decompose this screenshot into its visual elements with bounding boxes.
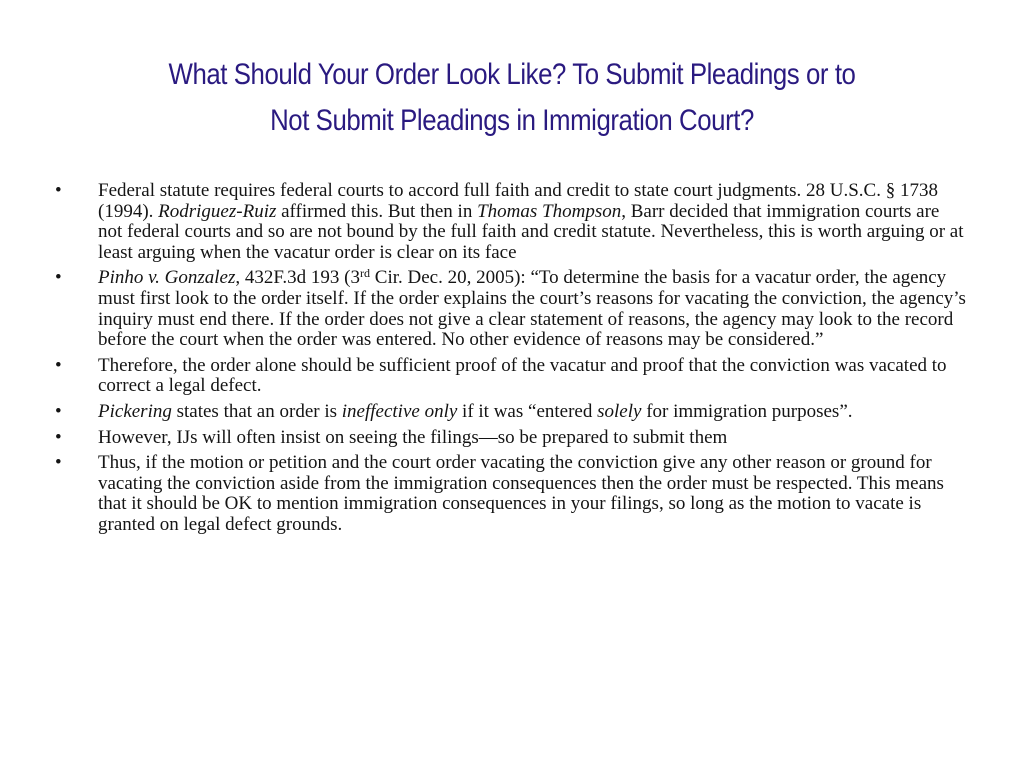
case-name: Thomas Thompson (477, 200, 622, 222)
bullet-item-pickering (55, 402, 967, 423)
bullet-marker: • (55, 452, 62, 474)
bullet-item-other-grounds (55, 453, 967, 535)
bullet-item-order-sufficient (55, 356, 967, 397)
text-run: Cir. Dec. 20, 2005): “To determine the basis for a vacatur order, the agency must first look to the order itself. If the order explains the court’s reasons for vacating the conviction, the agency’s inquiry must end there. If the order does not give a clear statement of reasons, the agency may look to the record before the court when the order was entered. No other evidence of reasons may be considered.” (98, 267, 966, 351)
ordinal-suffix: rd (360, 266, 371, 281)
title-line-1: What Should Your Order Look Like? To Submit Pleadings or to (168, 58, 856, 91)
bullet-text (98, 268, 967, 350)
bullet-item-full-faith-credit (55, 181, 967, 263)
bullet-text (98, 428, 967, 449)
bullet-marker: • (55, 354, 62, 376)
bullet-item-pinho (55, 268, 967, 350)
text-run: affirmed this. But then in (276, 200, 478, 222)
bullet-text (98, 356, 967, 397)
text-run: if it was “entered (457, 400, 598, 422)
text-run: However, IJs will often insist on seeing the filings—so be prepared to submit them (98, 426, 728, 448)
bullet-text (98, 402, 967, 423)
bullet-marker: • (55, 426, 62, 448)
bullet-list (55, 181, 967, 541)
bullet-item-ij-filings (55, 428, 967, 449)
emphasis-text: ineffective only (341, 400, 458, 422)
case-name: Pickering (98, 400, 172, 422)
text-run: Therefore, the order alone should be sufficient proof of the vacatur and proof that the conviction was vacated to correct a legal defect. (98, 354, 947, 397)
bullet-marker: • (55, 267, 62, 289)
bullet-text (98, 453, 967, 535)
slide-title (106, 52, 918, 144)
emphasis-text: solely (597, 400, 642, 422)
text-run: states that an order is (171, 400, 342, 422)
bullet-text (98, 181, 967, 263)
text-run: , 432F.3d 193 (3 (235, 267, 361, 289)
case-name: Pinho v. Gonzalez (98, 267, 236, 289)
case-name: Rodriguez-Ruiz (158, 200, 277, 222)
text-run: Federal statute requires federal courts to accord full faith and credit to state court judgments. 28 U.S.C. § 1738 (1994). (98, 180, 938, 222)
bullet-marker: • (55, 400, 62, 422)
bullet-marker: • (55, 180, 62, 201)
text-run: for immigration purposes”. (641, 400, 853, 422)
text-run: , Barr decided that immigration courts are not federal courts and so are not bound by the full faith and credit statute. Nevertheless, this is worth arguing or at least arguing when the vacatur order is clear on its face (98, 200, 964, 263)
title-line-2: Not Submit Pleadings in Immigration Court? (270, 104, 754, 137)
text-run: Thus, if the motion or petition and the court order vacating the conviction give any other reason or ground for vacating the conviction aside from the immigration consequences then the order must be respected. This means that it should be OK to mention immigration consequences in your filings, so long as the motion to vacate is granted on legal defect grounds. (98, 452, 944, 535)
